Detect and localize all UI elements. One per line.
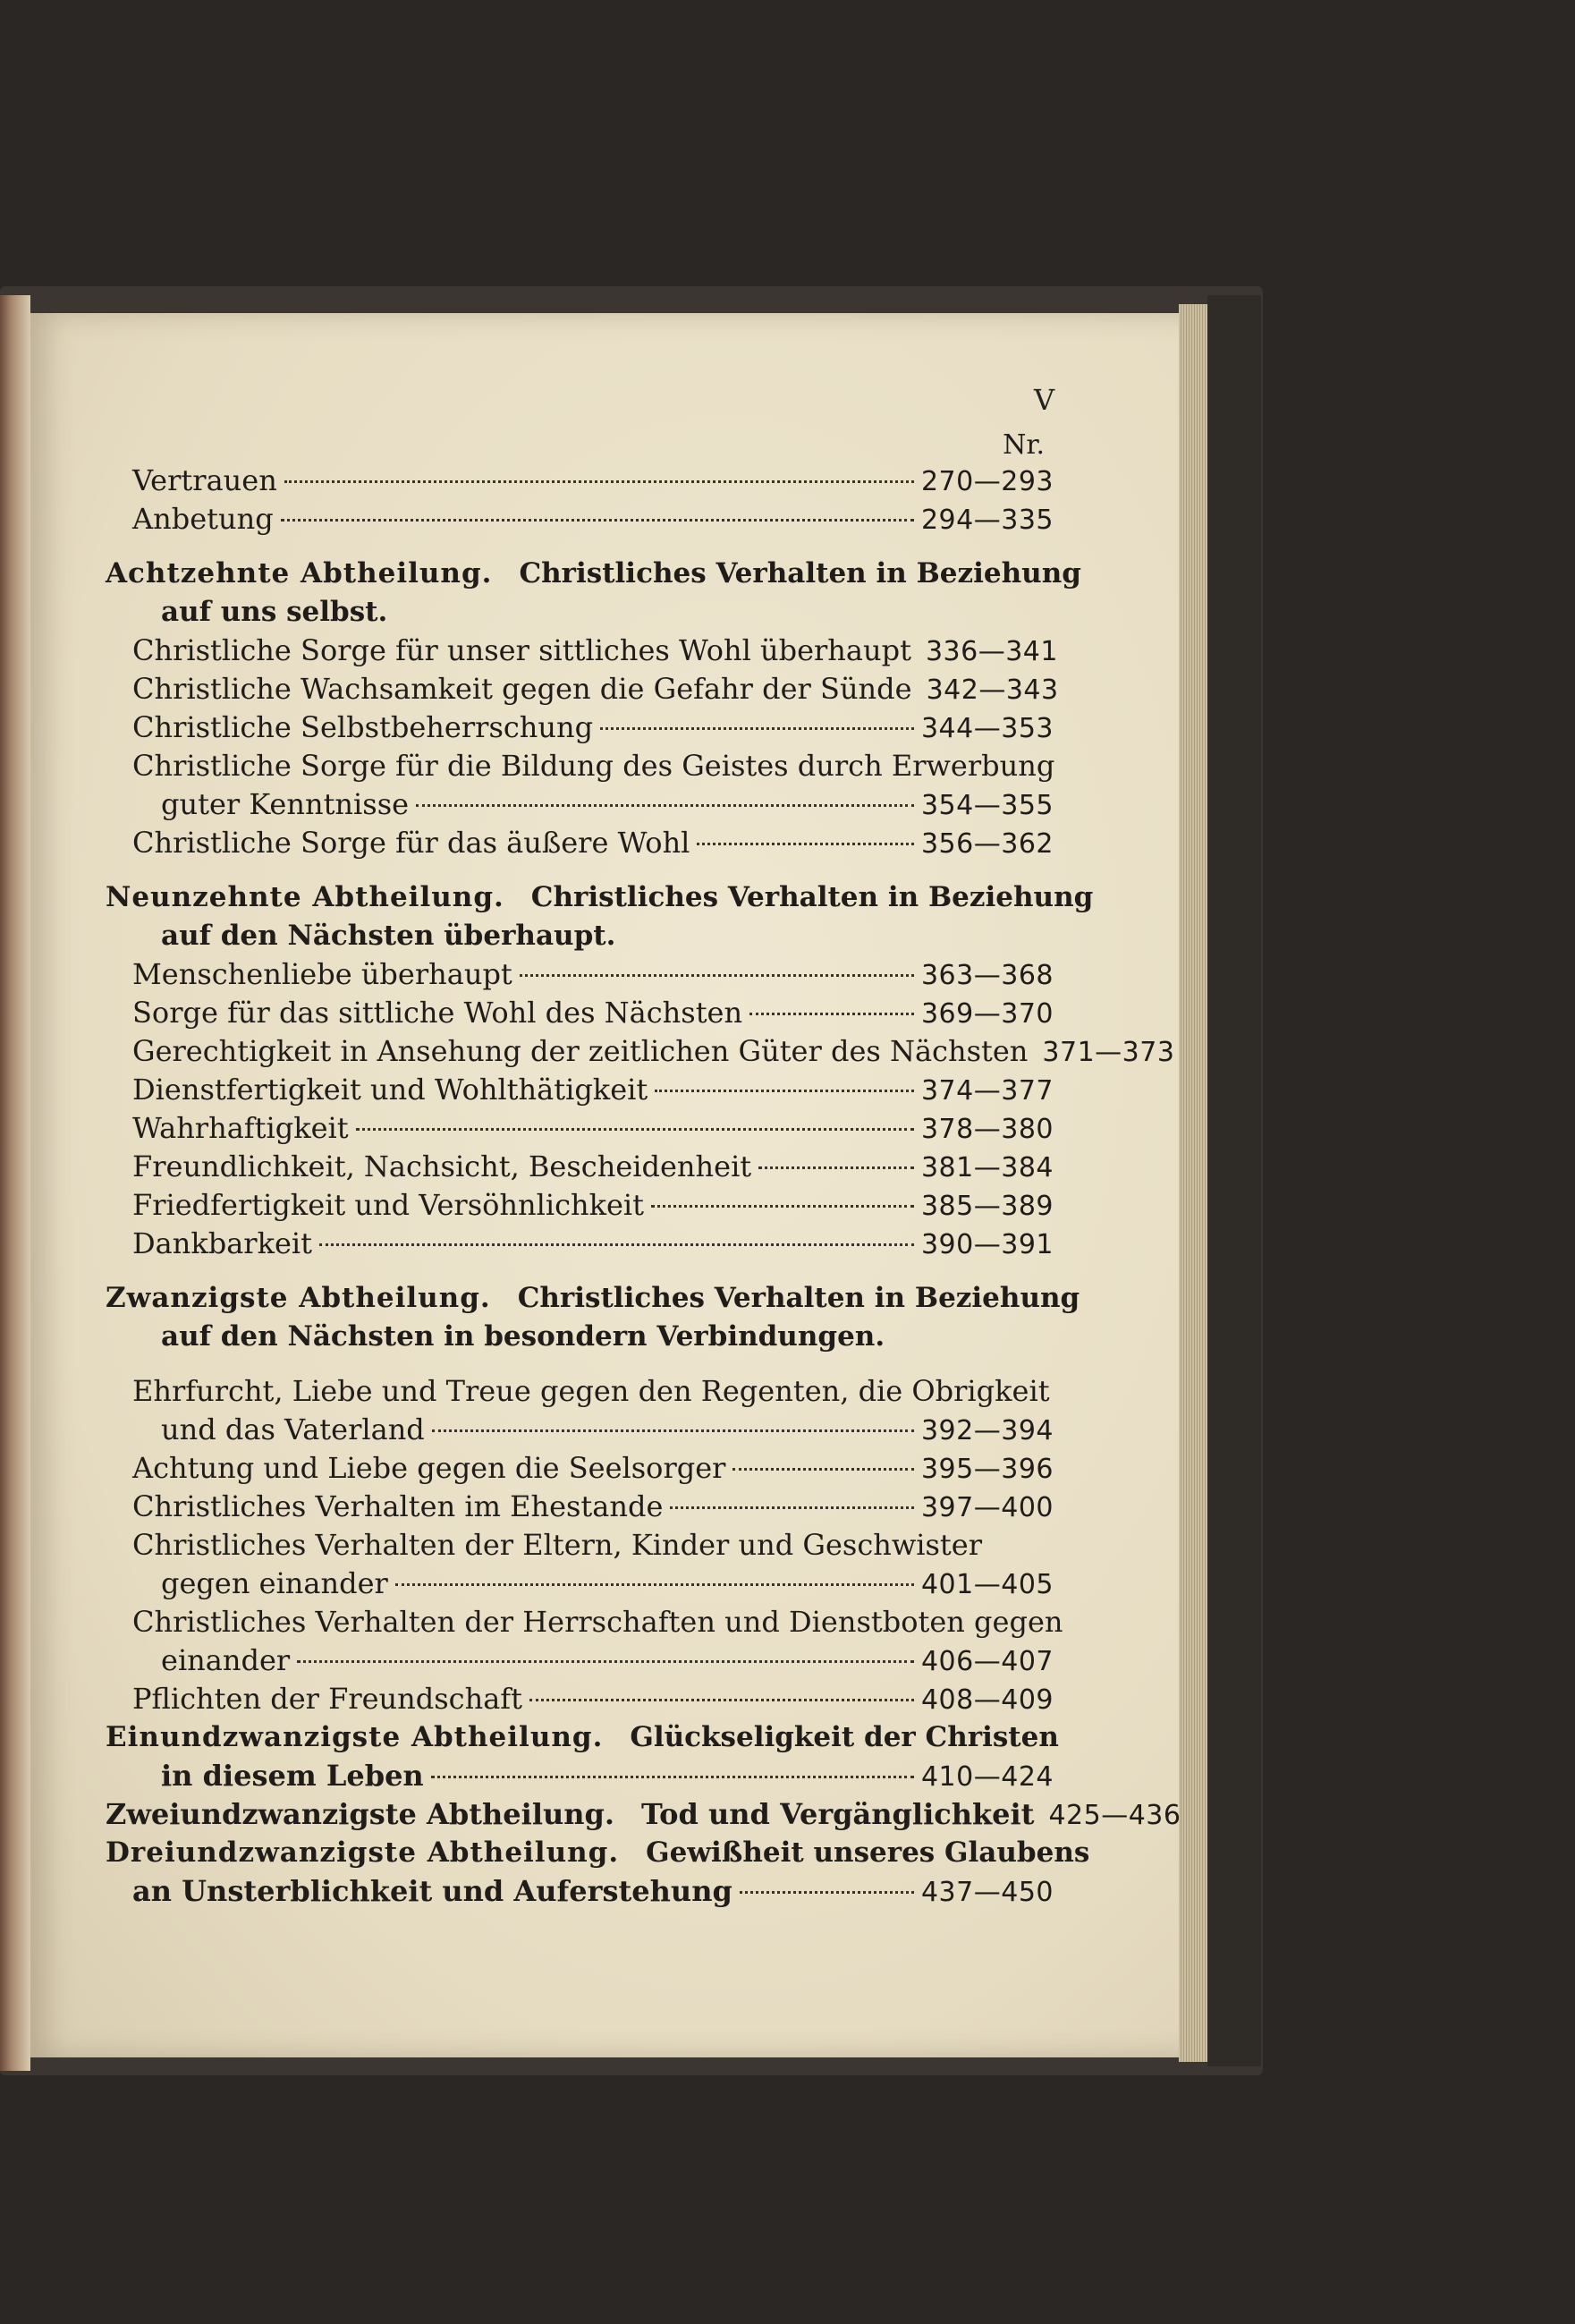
entry-numbers: 336—341 bbox=[925, 636, 1058, 667]
section-topic-continued: auf den Nächsten in besondern Verbindungen. bbox=[161, 1320, 885, 1353]
entry-numbers: 425—436 bbox=[1048, 1800, 1181, 1831]
section-heading bbox=[106, 1795, 1181, 1834]
section-title: Dreiundzwanzigste Abtheilung. bbox=[106, 1836, 620, 1869]
entry-numbers: 369—370 bbox=[920, 998, 1054, 1030]
toc-entry bbox=[106, 1488, 1054, 1526]
entry-label: Christliches Verhalten im Ehestande bbox=[132, 1489, 664, 1523]
toc-entry bbox=[106, 994, 1054, 1032]
entry-label: Dankbarkeit bbox=[132, 1226, 313, 1260]
entry-numbers: 356—362 bbox=[920, 828, 1054, 860]
entry-numbers: 378—380 bbox=[920, 1114, 1054, 1145]
leader-dots bbox=[395, 1583, 914, 1586]
entry-label: Christliche Sorge für die Bildung des Geistes durch Erwerbung bbox=[132, 749, 1055, 783]
entry-label: Dienstfertigkeit und Wohlthätigkeit bbox=[132, 1073, 648, 1107]
entry-numbers: 381—384 bbox=[920, 1152, 1054, 1183]
toc-entry-continued bbox=[106, 1565, 1054, 1603]
page-block-edges bbox=[1179, 304, 1207, 2062]
toc-entry bbox=[106, 955, 1054, 994]
section-heading bbox=[106, 555, 1081, 593]
entry-label: Christliche Sorge für das äußere Wohl bbox=[132, 826, 690, 860]
leader-dots bbox=[758, 1166, 914, 1169]
toc-entry bbox=[106, 1186, 1054, 1225]
section-topic: Tod und Vergänglichkeit bbox=[641, 1797, 1035, 1831]
toc-entry bbox=[106, 1603, 1063, 1641]
leader-dots bbox=[281, 519, 914, 522]
entry-label-continued: guter Kenntnisse bbox=[161, 787, 410, 821]
entry-label-continued: gegen einander bbox=[161, 1566, 388, 1600]
book-spine bbox=[1207, 295, 1261, 2066]
section-title: Zwanzigste Abtheilung. bbox=[106, 1282, 491, 1314]
leader-dots bbox=[651, 1205, 914, 1208]
entry-label-continued: und das Vaterland bbox=[161, 1412, 425, 1446]
entry-numbers: 408—409 bbox=[920, 1684, 1054, 1716]
entry-label: Vertrauen bbox=[132, 463, 277, 497]
toc-entry-continued bbox=[106, 1411, 1054, 1449]
leader-dots bbox=[670, 1506, 914, 1509]
toc-entry-continued bbox=[106, 785, 1054, 824]
toc-entry-continued bbox=[106, 1757, 1054, 1795]
section-topic: Glückseligkeit der Christen bbox=[630, 1721, 1059, 1753]
entry-numbers: 406—407 bbox=[920, 1646, 1054, 1677]
toc-entry bbox=[106, 708, 1054, 747]
section-title: Einundzwanzigste Abtheilung. bbox=[106, 1721, 604, 1753]
leader-dots bbox=[655, 1090, 914, 1092]
nr-column-header: Nr. bbox=[1003, 429, 1045, 461]
entry-label: Freundlichkeit, Nachsicht, Bescheidenheit bbox=[132, 1149, 752, 1183]
entry-label: Friedfertigkeit und Versöhnlichkeit bbox=[132, 1188, 645, 1222]
leader-dots bbox=[431, 1776, 914, 1778]
toc-entry-continued bbox=[106, 1872, 1054, 1911]
entry-numbers: 390—391 bbox=[920, 1229, 1054, 1260]
entry-label: Menschenliebe überhaupt bbox=[132, 957, 512, 991]
entry-label: Sorge für das sittliche Wohl des Nächsten bbox=[132, 996, 743, 1030]
entry-numbers: 437—450 bbox=[920, 1877, 1054, 1908]
entry-numbers: 371—373 bbox=[1042, 1037, 1175, 1068]
section-topic-continued: an Unsterblichkeit und Auferstehung bbox=[132, 1874, 732, 1908]
entry-numbers: 397—400 bbox=[920, 1492, 1054, 1523]
entry-numbers: 294—335 bbox=[920, 505, 1054, 536]
leader-dots bbox=[697, 843, 914, 845]
section-heading bbox=[106, 1718, 1059, 1757]
section-topic: Gewißheit unseres Glaubens bbox=[646, 1836, 1090, 1869]
leader-dots bbox=[356, 1128, 914, 1131]
section-topic: Christliches Verhalten in Beziehung bbox=[519, 557, 1081, 589]
section-topic-continued: auf uns selbst. bbox=[161, 596, 388, 628]
entry-numbers: 374—377 bbox=[920, 1075, 1054, 1107]
leader-dots bbox=[732, 1468, 914, 1471]
toc-entry bbox=[106, 500, 1054, 539]
leader-dots bbox=[432, 1429, 914, 1432]
entry-numbers: 392—394 bbox=[920, 1415, 1054, 1446]
entry-numbers: 410—424 bbox=[920, 1761, 1054, 1793]
entry-label-continued: einander bbox=[161, 1643, 291, 1677]
section-title: Neunzehnte Abtheilung. bbox=[106, 881, 504, 913]
entry-label: Christliches Verhalten der Eltern, Kinder und Geschwister bbox=[132, 1528, 982, 1562]
leader-dots bbox=[520, 974, 914, 977]
leader-dots bbox=[319, 1243, 914, 1246]
toc-entry bbox=[106, 1372, 1054, 1411]
entry-label: Achtung und Liebe gegen die Seelsorger bbox=[132, 1451, 726, 1485]
toc-entry bbox=[106, 462, 1054, 500]
section-topic-continued: in diesem Leben bbox=[161, 1759, 424, 1793]
leader-dots bbox=[284, 480, 914, 483]
entry-numbers: 342—343 bbox=[926, 674, 1059, 706]
entry-label: Christliche Wachsamkeit gegen die Gefahr der Sünde bbox=[132, 672, 912, 706]
leader-dots bbox=[749, 1013, 914, 1015]
entry-label: Wahrhaftigkeit bbox=[132, 1111, 349, 1145]
entry-numbers: 401—405 bbox=[920, 1569, 1054, 1600]
entry-numbers: 270—293 bbox=[920, 466, 1054, 497]
left-page-edge bbox=[0, 295, 30, 2071]
toc-entry bbox=[106, 1148, 1054, 1186]
toc-entry bbox=[106, 632, 1058, 670]
toc-entry bbox=[106, 747, 1054, 785]
entry-label: Christliche Sorge für unser sittliches Wohl überhaupt bbox=[132, 633, 911, 667]
toc-entry bbox=[106, 824, 1054, 862]
entry-label: Gerechtigkeit in Ansehung der zeitlichen Güter des Nächsten bbox=[132, 1034, 1029, 1068]
section-topic-continued: auf den Nächsten überhaupt. bbox=[161, 920, 616, 952]
section-heading bbox=[106, 1834, 1090, 1872]
entry-numbers: 385—389 bbox=[920, 1191, 1054, 1222]
table-of-contents bbox=[106, 429, 1181, 1911]
entry-label: Christliches Verhalten der Herrschaften und Dienstboten gegen bbox=[132, 1605, 1063, 1639]
entry-label: Anbetung bbox=[132, 502, 274, 536]
section-topic: Christliches Verhalten in Beziehung bbox=[530, 881, 1094, 913]
section-heading bbox=[106, 878, 1094, 917]
section-heading bbox=[106, 1279, 1080, 1318]
entry-label: Ehrfurcht, Liebe und Treue gegen den Regenten, die Obrigkeit bbox=[132, 1374, 1050, 1408]
toc-entry bbox=[106, 1071, 1054, 1109]
entry-numbers: 363—368 bbox=[920, 960, 1054, 991]
entry-label: Pflichten der Freundschaft bbox=[132, 1682, 522, 1716]
toc-entry bbox=[106, 1109, 1054, 1148]
entry-numbers: 395—396 bbox=[920, 1454, 1054, 1485]
entry-numbers: 344—353 bbox=[920, 713, 1054, 744]
toc-entry bbox=[106, 1225, 1054, 1263]
toc-entry bbox=[106, 1526, 1054, 1565]
toc-entry bbox=[106, 1032, 1175, 1071]
entry-label: Christliche Selbstbeherrschung bbox=[132, 710, 594, 744]
entry-numbers: 354—355 bbox=[920, 790, 1054, 821]
toc-entry bbox=[106, 670, 1059, 708]
leader-dots bbox=[416, 804, 914, 807]
leader-dots bbox=[529, 1699, 914, 1701]
section-title: Zweiundzwanzigste Abtheilung. bbox=[106, 1797, 615, 1831]
toc-entry bbox=[106, 1680, 1054, 1718]
section-title: Achtzehnte Abtheilung. bbox=[106, 557, 493, 589]
leader-dots bbox=[297, 1660, 914, 1663]
page-number: V bbox=[1034, 383, 1055, 417]
toc-entry bbox=[106, 1449, 1054, 1488]
leader-dots bbox=[740, 1891, 914, 1894]
section-topic: Christliches Verhalten in Beziehung bbox=[517, 1282, 1080, 1314]
toc-entry-continued bbox=[106, 1641, 1054, 1680]
leader-dots bbox=[600, 727, 914, 730]
